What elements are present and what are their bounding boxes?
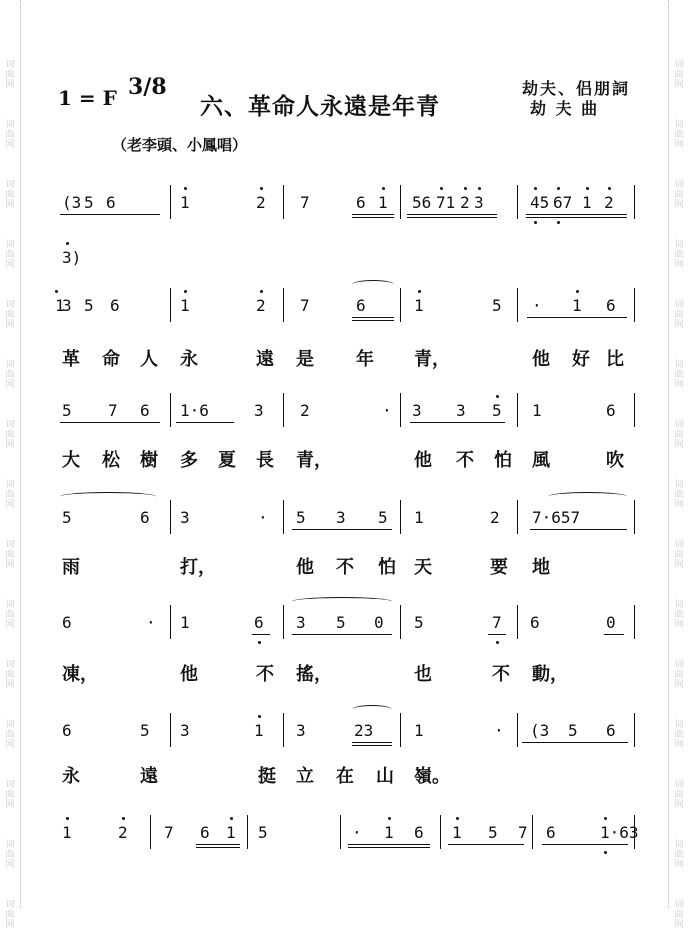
beam-underline <box>292 634 392 635</box>
watermark-stamp: 词 曲 网 <box>5 900 15 930</box>
octave-dot-high <box>496 395 499 398</box>
note: 6 <box>606 721 616 740</box>
note: 1 <box>378 193 388 212</box>
lyric-syllable: 夏 <box>218 450 236 471</box>
beam-underline <box>604 634 624 635</box>
lyric-syllable: 長 <box>256 450 274 471</box>
slur-arc <box>60 492 156 501</box>
beam-underline-second <box>526 217 627 218</box>
staff-line <box>55 713 640 753</box>
beam-underline-second <box>196 847 240 848</box>
note: 6 <box>62 721 72 740</box>
octave-dot-high <box>55 290 58 293</box>
song-title: 六、革命人永遠是年青 <box>200 93 440 120</box>
note: 23 <box>354 721 374 740</box>
note: 3 <box>180 721 190 740</box>
note: 0 <box>606 613 616 632</box>
octave-dot-high <box>478 187 481 190</box>
octave-dot-low <box>557 221 560 224</box>
lyric-syllable: 不 <box>256 664 274 685</box>
lyric-syllable: 吹 <box>606 450 624 471</box>
note: 7 <box>492 613 502 632</box>
lyric-syllable: 山 <box>376 766 394 787</box>
watermark-stamp: 词 曲 网 <box>674 600 684 630</box>
note: 1·63 <box>600 823 639 842</box>
staff-line <box>55 500 640 540</box>
watermark-stamp: 词 曲 网 <box>674 240 684 270</box>
note: 3 <box>180 508 190 527</box>
note: 6 <box>140 508 150 527</box>
lyric-syllable: 雨 <box>62 557 80 578</box>
note: 3 <box>456 401 466 420</box>
watermark-stamp: 词 曲 网 <box>674 480 684 510</box>
octave-dot-high <box>260 187 263 190</box>
watermark-stamp: 词 曲 网 <box>5 480 15 510</box>
beam-underline <box>448 844 524 845</box>
lyric-syllable: 動， <box>532 664 568 685</box>
lyrics-line <box>55 660 640 688</box>
lyric-syllable: 他 <box>180 664 198 685</box>
bar-line <box>517 500 518 534</box>
beam-underline-second <box>352 745 392 746</box>
watermark-stamp: 词 曲 网 <box>5 180 15 210</box>
note: 6 <box>140 401 150 420</box>
octave-dot-high <box>418 290 421 293</box>
bar-line <box>170 288 171 322</box>
note: 5 <box>488 823 498 842</box>
watermark-stamp: 词 曲 网 <box>674 660 684 690</box>
watermark-stamp: 词 曲 网 <box>5 120 15 150</box>
slur-arc <box>292 597 392 606</box>
note: 6 <box>606 296 616 315</box>
octave-dot-high <box>66 242 69 245</box>
note: 1 <box>180 613 190 632</box>
note: 3 <box>474 193 484 212</box>
lyric-syllable: 青， <box>414 349 450 370</box>
lyric-syllable: 風 <box>532 450 550 471</box>
bar-line <box>517 185 518 219</box>
lyric-syllable: 永 <box>62 766 80 787</box>
lyric-syllable: 地 <box>532 557 550 578</box>
note: 5 <box>568 721 578 740</box>
note: 2 <box>256 296 266 315</box>
bar-line <box>170 605 171 639</box>
note: 5 <box>84 193 94 212</box>
lyric-syllable: 好 <box>572 349 590 370</box>
note: (3 <box>62 193 82 212</box>
octave-dot-low <box>534 221 537 224</box>
note: · <box>382 401 392 420</box>
note: 1 <box>180 193 190 212</box>
watermark-stamp: 词 曲 网 <box>5 60 15 90</box>
octave-dot-high <box>184 290 187 293</box>
watermark-stamp: 词 曲 网 <box>674 180 684 210</box>
beam-underline <box>542 844 628 845</box>
bar-line <box>634 605 635 639</box>
beam-underline <box>352 742 392 743</box>
bar-line <box>170 185 171 219</box>
octave-dot-high <box>388 817 391 820</box>
note: 2 <box>256 193 266 212</box>
octave-dot-high <box>440 187 443 190</box>
beam-underline-second <box>352 320 394 321</box>
watermark-stamp: 词 曲 网 <box>5 240 15 270</box>
note: · <box>532 296 542 315</box>
beam-underline <box>530 529 627 530</box>
beam-underline <box>352 214 394 215</box>
lyric-syllable: 松 <box>102 450 120 471</box>
bar-line <box>283 288 284 322</box>
beam-underline <box>196 844 240 845</box>
lyricist-credit: 劫夫、侣朋詞 <box>522 79 631 98</box>
lyric-syllable: 大 <box>62 450 80 471</box>
lyric-syllable: 樹 <box>140 450 158 471</box>
note: 1 <box>180 296 190 315</box>
beam-underline <box>527 317 627 318</box>
watermark-stamp: 词 曲 网 <box>5 360 15 390</box>
lyric-syllable: 挺 <box>258 766 276 787</box>
staff-line <box>55 288 640 328</box>
octave-dot-high <box>122 817 125 820</box>
note: 6 <box>254 613 264 632</box>
note: 1 <box>226 823 236 842</box>
lyric-syllable: 他 <box>532 349 550 370</box>
note: 1 <box>572 296 582 315</box>
lyrics-line <box>55 553 640 581</box>
lyric-syllable: 他 <box>296 557 314 578</box>
lyric-syllable: 打， <box>180 557 216 578</box>
bar-line <box>400 713 401 747</box>
watermark-stamp: 词 曲 网 <box>5 300 15 330</box>
note: 2 <box>460 193 470 212</box>
bar-line <box>400 185 401 219</box>
note: 5 <box>414 613 424 632</box>
note: 3 <box>254 401 264 420</box>
bar-line <box>400 288 401 322</box>
bar-line <box>283 185 284 219</box>
note: 1 <box>62 823 72 842</box>
bar-line <box>283 605 284 639</box>
note: 56 <box>412 193 432 212</box>
composer-credit: 劫 夫 曲 <box>530 99 600 118</box>
watermark-stamp: 词 曲 网 <box>674 900 684 930</box>
bar-line <box>170 500 171 534</box>
beam-underline <box>292 529 392 530</box>
note: 6 <box>110 296 120 315</box>
note: 7 <box>300 296 310 315</box>
watermark-stamp: 词 曲 网 <box>5 600 15 630</box>
note: 1 <box>254 721 264 740</box>
lyric-syllable: 多 <box>180 450 198 471</box>
watermark-stamp: 词 曲 网 <box>674 60 684 90</box>
bar-line <box>634 185 635 219</box>
bar-line <box>150 815 151 849</box>
lyric-syllable: 他 <box>414 450 432 471</box>
beam-underline <box>60 214 160 215</box>
note: 1 <box>532 401 542 420</box>
beam-underline <box>348 844 430 845</box>
lyric-syllable: 青， <box>296 450 332 471</box>
note: 67 <box>553 193 573 212</box>
watermark-stamp: 词 曲 网 <box>5 660 15 690</box>
note: 7 <box>108 401 118 420</box>
octave-dot-high <box>604 817 607 820</box>
lyric-syllable: 是 <box>296 349 314 370</box>
watermark-stamp: 词 曲 网 <box>5 540 15 570</box>
watermark-stamp: 词 曲 网 <box>674 300 684 330</box>
staff-line <box>55 240 640 280</box>
performers-note: （老李頭、小鳳唱） <box>112 136 248 154</box>
note: 6 <box>106 193 116 212</box>
octave-dot-low <box>258 641 261 644</box>
note: 6 <box>356 193 366 212</box>
bar-line <box>400 393 401 427</box>
octave-dot-high <box>534 187 537 190</box>
bar-line <box>517 288 518 322</box>
lyric-syllable: 革 <box>62 349 80 370</box>
note: 0 <box>374 613 384 632</box>
note: 3 <box>296 721 306 740</box>
note: 7 <box>300 193 310 212</box>
beam-underline <box>176 422 234 423</box>
lyric-syllable: 永 <box>180 349 198 370</box>
bar-line <box>283 500 284 534</box>
lyric-syllable: 不 <box>456 450 474 471</box>
bar-line <box>532 815 533 849</box>
bar-line <box>400 605 401 639</box>
beam-underline-second <box>407 217 497 218</box>
octave-dot-low <box>604 851 607 854</box>
bar-line <box>634 393 635 427</box>
lyrics-line <box>55 345 640 373</box>
staff-line <box>55 605 640 645</box>
note: 5 <box>336 613 346 632</box>
note: 5 <box>296 508 306 527</box>
note: · <box>146 613 156 632</box>
bar-line <box>634 815 635 849</box>
staff-line <box>55 185 640 225</box>
left-page-border <box>20 0 21 908</box>
note: · <box>258 508 268 527</box>
note: 7·657 <box>532 508 581 527</box>
staff-line <box>55 393 640 433</box>
watermark-stamp: 词 曲 网 <box>674 720 684 750</box>
lyric-syllable: 搖， <box>296 664 332 685</box>
lyric-syllable: 要 <box>490 557 508 578</box>
beam-underline <box>410 422 505 423</box>
bar-line <box>283 713 284 747</box>
note: 6 <box>356 296 366 315</box>
beam-underline <box>522 742 628 743</box>
watermark-stamp: 词 曲 网 <box>674 120 684 150</box>
beam-underline <box>60 422 160 423</box>
note: 2 <box>490 508 500 527</box>
lyric-syllable: 嶺。 <box>414 766 450 787</box>
octave-dot-high <box>184 187 187 190</box>
beam-underline <box>488 634 506 635</box>
note: 5 <box>140 721 150 740</box>
slur-arc <box>352 280 394 289</box>
slur-arc <box>352 705 392 714</box>
slur-arc <box>548 492 627 501</box>
octave-dot-high <box>586 187 589 190</box>
bar-line <box>634 288 635 322</box>
octave-dot-high <box>382 187 385 190</box>
bar-line <box>517 713 518 747</box>
octave-dot-high <box>456 817 459 820</box>
note: 6 <box>62 613 72 632</box>
note: 45 <box>530 193 550 212</box>
note: 2 <box>604 193 614 212</box>
note: 5 <box>62 401 72 420</box>
octave-dot-high <box>576 290 579 293</box>
watermark-stamp: 词 曲 网 <box>5 720 15 750</box>
octave-dot-high <box>230 817 233 820</box>
right-page-border <box>668 0 669 908</box>
note: 5 <box>378 508 388 527</box>
note: 3) <box>62 248 82 267</box>
lyric-syllable: 不 <box>336 557 354 578</box>
bar-line <box>170 393 171 427</box>
note: 5 <box>62 508 72 527</box>
lyric-syllable: 年 <box>356 349 374 370</box>
lyric-syllable: 在 <box>336 766 354 787</box>
watermark-stamp: 词 曲 网 <box>5 780 15 810</box>
note: · <box>494 721 504 740</box>
bar-line <box>400 500 401 534</box>
note: 7 <box>518 823 528 842</box>
staff-line <box>55 815 640 855</box>
note: 1 <box>452 823 462 842</box>
octave-dot-high <box>258 715 261 718</box>
note: 1 <box>414 508 424 527</box>
note: 6 <box>414 823 424 842</box>
bar-line <box>440 815 441 849</box>
octave-dot-high <box>608 187 611 190</box>
note: 2 <box>118 823 128 842</box>
octave-dot-high <box>66 817 69 820</box>
lyric-syllable: 也 <box>414 664 432 685</box>
lyric-syllable: 立 <box>296 766 314 787</box>
note: 1 <box>384 823 394 842</box>
note: (3 <box>530 721 550 740</box>
note: 6 <box>530 613 540 632</box>
note: 3 <box>336 508 346 527</box>
bar-line <box>247 815 248 849</box>
lyrics-line <box>55 446 640 474</box>
bar-line <box>283 393 284 427</box>
watermark-stamp: 词 曲 网 <box>674 540 684 570</box>
note: 6 <box>606 401 616 420</box>
note: 1 <box>582 193 592 212</box>
note: 1 <box>414 721 424 740</box>
bar-line <box>170 713 171 747</box>
lyric-syllable: 遠 <box>256 349 274 370</box>
note: 2 <box>300 401 310 420</box>
beam-underline <box>252 634 270 635</box>
watermark-stamp: 词 曲 网 <box>674 840 684 870</box>
watermark-stamp: 词 曲 网 <box>674 420 684 450</box>
octave-dot-high <box>557 187 560 190</box>
note: · <box>352 823 362 842</box>
bar-line <box>634 500 635 534</box>
note: 3 <box>412 401 422 420</box>
lyric-syllable: 怕 <box>378 557 396 578</box>
note: 3 <box>296 613 306 632</box>
octave-dot-high <box>260 290 263 293</box>
lyric-syllable: 比 <box>606 349 624 370</box>
note: 1·6 <box>180 401 209 420</box>
note: 1 <box>55 296 65 315</box>
note: 5 <box>258 823 268 842</box>
note: 5 <box>492 401 502 420</box>
bar-line <box>340 815 341 849</box>
lyric-syllable: 凍， <box>62 664 98 685</box>
octave-dot-low <box>496 641 499 644</box>
bar-line <box>517 605 518 639</box>
note: 5 <box>492 296 502 315</box>
beam-underline <box>407 214 497 215</box>
lyrics-line <box>55 762 640 790</box>
lyric-syllable: 人 <box>140 349 158 370</box>
watermark-stamp: 词 曲 网 <box>674 780 684 810</box>
beam-underline-second <box>352 217 394 218</box>
lyric-syllable: 天 <box>414 557 432 578</box>
bar-line <box>634 713 635 747</box>
time-signature: 3/8 <box>128 74 167 100</box>
octave-dot-high <box>464 187 467 190</box>
lyric-syllable: 命 <box>102 349 120 370</box>
note: 5 <box>84 296 94 315</box>
watermark-stamp: 词 曲 网 <box>5 840 15 870</box>
key-signature: 1 = F <box>58 86 117 110</box>
note: 6 <box>200 823 210 842</box>
lyric-syllable: 不 <box>492 664 510 685</box>
watermark-stamp: 词 曲 网 <box>5 420 15 450</box>
note: 7 <box>164 823 174 842</box>
beam-underline <box>352 317 394 318</box>
note: 71 <box>436 193 456 212</box>
beam-underline-second <box>348 847 430 848</box>
bar-line <box>517 393 518 427</box>
lyric-syllable: 遠 <box>140 766 158 787</box>
beam-underline <box>526 214 627 215</box>
note: 6 <box>546 823 556 842</box>
watermark-stamp: 词 曲 网 <box>674 360 684 390</box>
lyric-syllable: 怕 <box>494 450 512 471</box>
note: 3 <box>62 296 72 315</box>
note: 1 <box>414 296 424 315</box>
